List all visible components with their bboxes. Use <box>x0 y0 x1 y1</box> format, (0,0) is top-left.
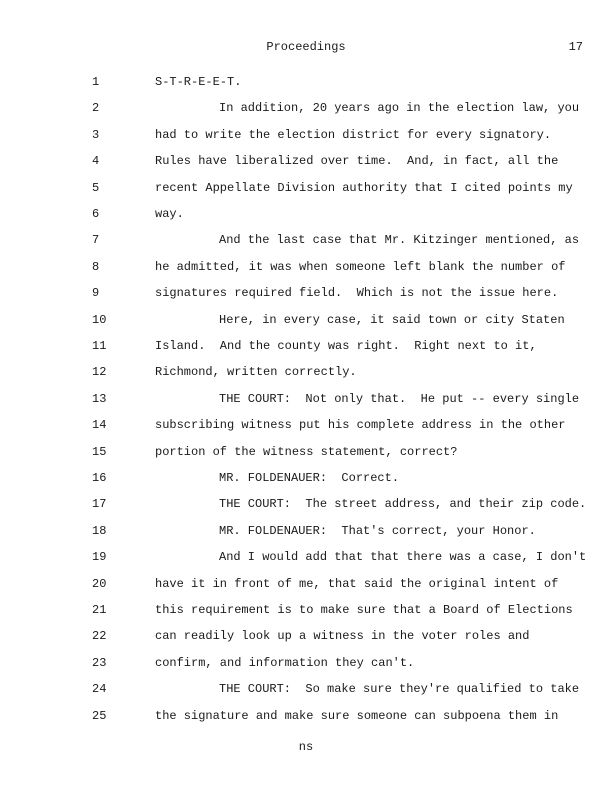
line-number: 22 <box>92 629 107 644</box>
line-text: had to write the election district for every signatory. <box>155 127 552 142</box>
line-text: THE COURT: The street address, and their zip code. <box>219 497 587 512</box>
line-text: have it in front of me, that said the original intent of <box>155 576 559 591</box>
line-number: 6 <box>92 207 100 221</box>
page-header-title: Proceedings <box>266 40 346 54</box>
transcript-line <box>0 681 612 697</box>
transcript-line <box>0 708 612 724</box>
page-number: 17 <box>568 40 583 54</box>
line-number: 18 <box>92 523 107 538</box>
line-text: In addition, 20 years ago in the election law, you <box>219 101 580 116</box>
line-number: 21 <box>92 603 107 617</box>
transcript-line <box>0 74 612 90</box>
transcript-line <box>0 127 612 143</box>
transcript-line <box>0 259 612 275</box>
transcript-line <box>0 100 612 116</box>
line-number: 25 <box>92 708 107 723</box>
line-number: 17 <box>92 497 107 512</box>
line-number: 19 <box>92 550 107 565</box>
line-text: Island. And the county was right. Right next to it, <box>155 339 537 353</box>
line-number: 15 <box>92 444 107 459</box>
line-text: the signature and make sure someone can subpoena them in <box>155 708 559 723</box>
line-number: 20 <box>92 576 107 591</box>
line-number: 7 <box>92 233 100 248</box>
line-number: 5 <box>92 180 100 195</box>
line-text: way. <box>155 207 184 221</box>
line-text: subscribing witness put his complete address in the other <box>155 418 566 433</box>
line-number: 8 <box>92 259 100 274</box>
transcript-line <box>0 655 612 671</box>
transcript-line <box>0 444 612 460</box>
line-number: 14 <box>92 418 107 433</box>
line-number: 16 <box>92 471 107 485</box>
line-number: 24 <box>92 682 107 697</box>
transcript-line <box>0 364 612 380</box>
line-text: can readily look up a witness in the voter roles and <box>155 629 530 644</box>
transcript-line <box>0 206 612 222</box>
transcript-line <box>0 602 612 618</box>
line-number: 10 <box>92 312 107 327</box>
transcript-line <box>0 180 612 196</box>
line-number: 13 <box>92 391 107 406</box>
line-text: MR. FOLDENAUER: Correct. <box>219 471 400 485</box>
line-text: Richmond, written correctly. <box>155 365 357 380</box>
line-number: 2 <box>92 101 100 116</box>
line-text: MR. FOLDENAUER: That's correct, your Honor. <box>219 523 536 538</box>
line-number: 23 <box>92 655 107 670</box>
line-number: 4 <box>92 154 100 169</box>
line-text: Here, in every case, it said town or city Staten <box>219 312 565 327</box>
line-text: Rules have liberalized over time. And, in fact, all the <box>155 154 559 169</box>
transcript-line <box>0 153 612 169</box>
line-text: this requirement is to make sure that a Board of Elections <box>155 603 573 617</box>
line-text: And I would add that that there was a case, I don't <box>219 550 587 565</box>
line-number: 1 <box>92 75 100 89</box>
line-text: THE COURT: Not only that. He put -- every single <box>219 391 580 406</box>
line-number: 9 <box>92 286 100 301</box>
line-text: THE COURT: So make sure they're qualified to take <box>219 682 580 697</box>
line-number: 12 <box>92 365 107 380</box>
page-footer: ns <box>298 740 314 754</box>
transcript-line <box>0 496 612 512</box>
transcript-line <box>0 232 612 248</box>
transcript-line <box>0 576 612 592</box>
transcript-line <box>0 628 612 644</box>
transcript-line <box>0 470 612 486</box>
line-text: signatures required field. Which is not the issue here. <box>155 286 559 301</box>
transcript-line <box>0 285 612 301</box>
line-text: recent Appellate Division authority that I cited points my <box>155 180 573 195</box>
line-number: 11 <box>92 339 107 353</box>
line-text: confirm, and information they can't. <box>155 655 415 670</box>
transcript-line <box>0 312 612 328</box>
line-text: portion of the witness statement, correct? <box>155 444 458 459</box>
line-number: 3 <box>92 127 100 142</box>
transcript-line <box>0 523 612 539</box>
line-text: And the last case that Mr. Kitzinger mentioned, as <box>219 233 580 248</box>
transcript-line <box>0 338 612 354</box>
transcript-line <box>0 417 612 433</box>
transcript-line <box>0 549 612 565</box>
transcript-line <box>0 391 612 407</box>
line-text: S-T-R-E-E-T. <box>155 75 242 89</box>
line-text: he admitted, it was when someone left blank the number of <box>155 259 566 274</box>
